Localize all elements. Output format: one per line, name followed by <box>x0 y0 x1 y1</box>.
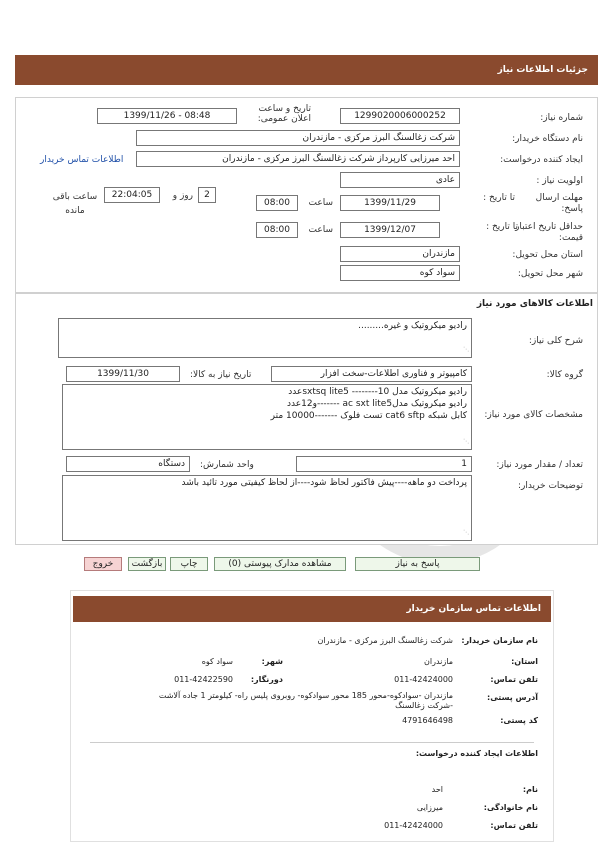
creator-section-title: اطلاعات ایجاد کننده درخواست: <box>415 749 538 758</box>
buyer-org-label: نام دستگاه خریدار: <box>512 134 583 144</box>
contact-postal-value: 4791646498 <box>402 716 453 725</box>
need-date-field: 1399/11/30 <box>66 366 180 382</box>
group-label: گروه کالا: <box>546 370 583 380</box>
contact-panel <box>70 590 554 842</box>
validity-label: حداقل تاریخ اعتبار قیمت: <box>515 222 583 243</box>
goods-section-title: اطلاعات کالاهای مورد نیاز <box>476 299 593 309</box>
contact-city-value: سواد کوه <box>201 657 233 666</box>
summary-text: رادیو میکروتیک و غیره......... <box>358 321 467 331</box>
province-field: مازندران <box>340 246 460 262</box>
city-field: سواد کوه <box>340 265 460 281</box>
need-number-label: شماره نیاز: <box>540 113 583 123</box>
unit-field: دستگاه <box>66 456 190 472</box>
days-label: روز و <box>172 191 193 201</box>
remaining-label: ساعت باقی مانده <box>52 192 98 216</box>
contact-province-label: استان: <box>511 657 538 666</box>
spec-line: رادیو میکروتیک مدلac sxt lite5 -------و12عدد <box>287 399 467 409</box>
contact-postal-label: کد پستی: <box>500 716 538 725</box>
days-count-field: 2 <box>198 187 216 203</box>
resize-grip-icon[interactable]: ⋰ <box>463 529 469 536</box>
announce-field: 1399/11/26 - 08:48 <box>97 108 237 124</box>
contact-org-value: شرکت زغالسنگ البرز مرکزی - مازندران <box>317 636 453 645</box>
qty-field: 1 <box>296 456 472 472</box>
respond-button[interactable]: پاسخ به نیاز <box>355 557 480 571</box>
buyer-org-field: شرکت زغالسنگ البرز مرکزی - مازندران <box>136 130 460 146</box>
creator-name-value: احد <box>431 785 443 794</box>
contact-fax-label: دورنگار: <box>250 675 283 684</box>
contact-province-value: مازندران <box>424 657 453 666</box>
deadline-date-field: 1399/11/29 <box>340 195 440 211</box>
spec-line: کابل شبکه cat6 sftp تست فلوک -------10000 متر <box>270 411 467 421</box>
deadline-hour-label: ساعت <box>308 198 333 208</box>
deadline-time-field: 08:00 <box>256 195 298 211</box>
summary-label: شرح کلی نیاز: <box>528 336 583 346</box>
creator-label: ایجاد کننده درخواست: <box>500 155 583 165</box>
announce-label: تاریخ و ساعت اعلان عمومی: <box>257 104 311 124</box>
province-label: استان محل تحویل: <box>512 250 583 260</box>
validity-time-field: 08:00 <box>256 222 298 238</box>
creator-phone-value: 011-42424000 <box>384 821 443 830</box>
need-date-label: تاریخ نیاز به کالا: <box>190 370 252 380</box>
creator-name-label: نام: <box>522 785 538 794</box>
remaining-time-field: 22:04:05 <box>104 187 160 203</box>
buyer-notes-label: توضیحات خریدار: <box>517 481 583 491</box>
deadline-label: مهلت ارسال پاسخ: <box>535 193 583 214</box>
resize-grip-icon[interactable]: ⋰ <box>463 346 469 353</box>
contact-divider <box>90 742 534 743</box>
unit-label: واحد شمارش: <box>200 460 254 470</box>
contact-fax-value: 011-42422590 <box>174 675 233 684</box>
resize-grip-icon[interactable]: ⋰ <box>463 438 469 445</box>
contact-title: اطلاعات تماس سازمان خریدار <box>73 596 551 622</box>
contact-address-label: آدرس پستی: <box>487 693 538 702</box>
buyer-notes-field <box>62 475 472 541</box>
contact-phone-value: 011-42424000 <box>394 675 453 684</box>
validity-date-field: 1399/12/07 <box>340 222 440 238</box>
validity-to-date-label: تا تاریخ : <box>486 222 518 232</box>
creator-family-value: میرزایی <box>416 803 443 812</box>
summary-field <box>58 318 472 358</box>
buyer-notes-text: پرداخت دو ماهه----پیش فاکتور لحاظ شود----از لحاظ کیفیتی مورد تائید باشد <box>181 478 467 488</box>
creator-field: احد میرزایی کارپرداز شرکت زغالسنگ البرز مرکزی - مازندران <box>136 151 460 167</box>
group-field: کامپیوتر و فناوری اطلاعات-سخت افزار <box>271 366 472 382</box>
priority-label: اولویت نیاز : <box>536 176 583 186</box>
deadline-to-date-label: تا تاریخ : <box>483 193 515 203</box>
attachments-button[interactable]: مشاهده مدارک پیوستی (0) <box>214 557 346 571</box>
contact-phone-label: تلفن تماس: <box>490 675 538 684</box>
qty-label: تعداد / مقدار مورد نیاز: <box>496 460 583 470</box>
creator-family-label: نام خانوادگی: <box>483 803 538 812</box>
contact-address-value: مازندران -سوادکوه-محور 185 محور سوادکوه- روبروی پلیس راه- کیلومتر 1 جاده آلاشت -شرکت زغالسنگ <box>158 691 453 710</box>
back-button[interactable]: بازگشت <box>128 557 166 571</box>
contact-org-label: نام سازمان خریدار: <box>461 636 538 645</box>
buyer-contact-link[interactable]: اطلاعات تماس خریدار <box>40 155 124 165</box>
priority-field: عادی <box>340 172 460 188</box>
city-label: شهر محل تحویل: <box>517 269 583 279</box>
creator-phone-label: تلفن تماس: <box>490 821 538 830</box>
spec-line: رادیو میکروتیک مدل sxtsq lite5 --------10عدد <box>288 387 467 397</box>
exit-button[interactable]: خروج <box>84 557 122 571</box>
page-title: جزئیات اطلاعات نیاز <box>497 65 588 75</box>
need-number-field: 1299020006000252 <box>340 108 460 124</box>
print-button[interactable]: چاپ <box>170 557 208 571</box>
contact-city-label: شهر: <box>261 657 283 666</box>
validity-hour-label: ساعت <box>308 225 333 235</box>
specs-label: مشخصات کالای مورد نیاز: <box>484 410 583 420</box>
specs-field <box>62 384 472 450</box>
